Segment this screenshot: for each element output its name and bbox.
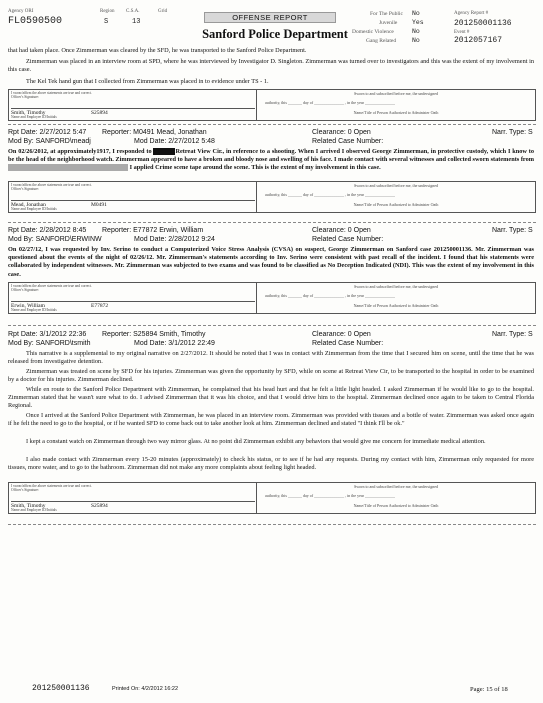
mod-date: Mod Date: 2/27/2012 5:48 <box>134 138 215 145</box>
intro-line-1: that had taken place. Once Zimmerman was cleared by the SFD, he was transported to the Sanford Police Department. <box>8 47 307 54</box>
for-public-label: For The Public <box>370 11 403 17</box>
juvenile-label: Juvenile <box>379 20 398 26</box>
reporter: Reporter: M0491 Mead, Jonathan <box>102 129 207 136</box>
region-label: Region <box>100 9 115 14</box>
signer-name: Smith, Timothy <box>11 110 46 116</box>
event-label: Event # <box>454 30 470 35</box>
agency-ori-value: FL0590500 <box>8 16 63 27</box>
narrative-3-para-5: I kept a constant watch on Zimmerman through two way mirror glass. At no point did Zimmerman exhibit any behaviors that would give me concern for immediate medical attention. <box>26 438 486 445</box>
event-value: 2012057167 <box>454 36 503 45</box>
narrative-3-para-4: Once I arrived at the Sanford Police Department with Zimmerman, he was placed in an interview room. Zimmerman was provided with tissues and a bottle of water. Zimmerman was asked once again if he felt the need to go to the hospital, or if he wanted SFD to come back out to take another look at him. Zimmerman declined and stated "I think I'll be ok." <box>8 412 534 428</box>
agency-report-value: 201250001136 <box>454 19 512 28</box>
signature-block-1 <box>8 89 536 121</box>
footer-case-number: 201250001136 <box>32 684 90 693</box>
narrative-3-para-2: Zimmerman was treated on scene by SFD for his injuries. Zimmerman was given the opportunity by SFD, while on scene at Retreat View Cir, to be transported to the hospital in order to be examined by a doctor for his injuries. Zimmerman declined. <box>8 368 534 384</box>
affirm-text: I swear/affirm the above statements are true and correct. <box>11 91 92 95</box>
mod-by: Mod By: SANFORD\meadj <box>8 138 91 145</box>
redaction <box>153 148 175 155</box>
juvenile-value: Yes <box>412 19 424 26</box>
for-public-value: No <box>412 10 420 17</box>
signer-name: Smith, Timothy <box>11 503 46 509</box>
signature-block-3: I swear/affirm the above statements are true and correct. Officer's Signature: Erwin, William E77872 Name and Employee ID/Initials Sworn to and subscribed before me, the undersigned authority, this _______ day of _______________ , in the year _______________ Name/Title of Person Authorized to Administer Oath <box>8 282 536 314</box>
gang-related-label: Gang Related <box>366 38 397 44</box>
intro-para-3: The Kel Tek hand gun that I collected from Zimmerman was placed in to evidence under TS - 1. <box>26 78 269 85</box>
signature-block-2: I swear/affirm the above statements are true and correct. Officer's Signature: Mead, Jonathan M0491 Name and Employee ID/Initials Sworn to and subscribed before me, the undersigned authority, this _______ day of _______________ , in the year _______________ Name/Title of Person Authorized to Administer Oath <box>8 181 536 213</box>
separator <box>8 222 536 223</box>
separator <box>8 325 536 326</box>
footer-printed-on: Printed On: 4/2/2012 16:22 <box>112 686 179 692</box>
csa-label: C.S.A. <box>126 9 140 14</box>
department-name: Sanford Police Department <box>202 27 348 41</box>
agency-report-label: Agency Report # <box>454 11 489 16</box>
signer-id: E77872 <box>91 303 109 309</box>
narrative-3-para-6: I also made contact with Zimmerman every 15-20 minutes (approximately) to check his status, or to see if he had any requests. During my contact with him, Zimmerman only requested for more tissues, more water, and to go to the bathroom. Zimmerman did not make any more complaints about feeling light headed. <box>8 456 534 472</box>
signer-name: Erwin, William <box>11 303 45 309</box>
narrative-header-1 <box>8 129 536 148</box>
separator <box>8 124 536 125</box>
separator <box>8 524 536 525</box>
name-id-caption: Name and Employee ID/Initials <box>11 115 57 119</box>
narrative-header-2: Rpt Date: 2/28/2012 8:45 Reporter: E77872 Erwin, William Clearance: 0 Open Narr. Type: S Mod By: SANFORD\ERWINW Mod Date: 2/28/2012 9:24 Related Case Number: <box>8 227 533 243</box>
domestic-violence-label: Domestic Violence <box>352 29 394 35</box>
gang-related-value: No <box>412 37 420 44</box>
oath-caption: Name/Title of Person Authorized to Administer Oath <box>353 110 439 115</box>
related-case: Related Case Number: <box>312 138 384 145</box>
signer-id: S25894 <box>91 110 108 116</box>
signature-block-4: I swear/affirm the above statements are true and correct. Officer's Signature: Smith, Timothy S25894 Name and Employee ID/Initials Sworn to and subscribed before me, the undersigned authority, this _______ day of _______________ , in the year _______________ Name/Title of Person Authorized to Administer Oath <box>8 482 536 514</box>
region-value: S <box>104 18 109 26</box>
signer-id: M0491 <box>91 202 107 208</box>
csa-value: 13 <box>132 18 141 26</box>
sworn-text: Sworn to and subscribed before me, the undersigned <box>354 91 438 96</box>
signer-name: Mead, Jonathan <box>11 202 46 208</box>
narrative-3-para-3: While en route to the Sanford Police Department with Zimmerman, he complained that his head hurt and that he felt a little light headed. I asked Zimmerman if he would like to go to the hospital. Zimmerman stated that he wasn't sure what to do. I advised Zimmerman that it was his choice, and that I would drive him to the hospital. Zimmerman declined once again to be taken to Central Florida Regional. <box>8 386 534 410</box>
agency-ori-label: Agency ORI <box>8 9 34 14</box>
signer-id: S25894 <box>91 503 108 509</box>
narrative-header-3: Rpt Date: 3/1/2012 22:36 Reporter: S25894 Smith, Timothy Clearance: 0 Open Narr. Type: S Mod By: SANFORD\tsmith Mod Date: 3/1/2012 22:49 Related Case Number: <box>8 331 533 347</box>
redaction <box>8 164 128 171</box>
rpt-date: Rpt Date: 2/27/2012 5:47 <box>8 129 87 136</box>
footer-page-number: Page: 15 of 18 <box>470 686 508 693</box>
grid-label: Grid <box>158 9 168 14</box>
domestic-violence-value: No <box>412 28 420 35</box>
officer-signature-label: Officer's Signature: <box>11 95 40 99</box>
narr-type: Narr. Type: S <box>492 129 533 136</box>
offense-report-title: OFFENSE REPORT <box>204 12 336 23</box>
intro-para-2: Zimmerman was placed in an interview room at SPD, where he was interviewed by Investigator D. Singleton. Zimmerman was turned over to investigators and this was the extent of my involvement in this case. <box>8 58 534 74</box>
narrative-text-1: On 02/26/2012, at approximately1917, I responded to Retreat View Cir., in reference to a shooting. When I arrived I observed George Zimmerman, in protective custody, which I know to be the head of the neighborhood watch. Zimmerman appeared to have a broken and bloody nose and swelling of his face. I made contact with several witnesses and collected sworn statements from I applied Crime scene tape around the scene. This is the extent of my involvement in this case. <box>8 148 535 172</box>
narrative-text-2: On 02/27/12, I was requested by Inv. Serino to conduct a Computerized Voice Stress Analysis (CVSA) on suspect, George Zimmerman on Sanford case 201250001136. Mr. Zimmerman was questioned about the events of the night of 02/26/12. Mr. Zimmerman's statements according to Inv. Serino were consistent with past recall of the incident. I found that his statements were collaborated by independent witnesses. Mr. Zimmerman was subjected to two exams and was found to be classified as No Deception Indicated (NDI). This was the extent of my involvement in this case. <box>8 246 534 278</box>
narrative-3-para-1: This narrative is a supplemental to my original narrative on 2/27/2012. It should be noted that I was in contact with Zimmerman from the time that I secured him on scene, until the time that he was released from investigative detention. <box>8 350 534 366</box>
clearance: Clearance: 0 Open <box>312 129 371 136</box>
authority-line: authority, this _______ day of _______________ , in the year _______________ <box>265 100 395 105</box>
